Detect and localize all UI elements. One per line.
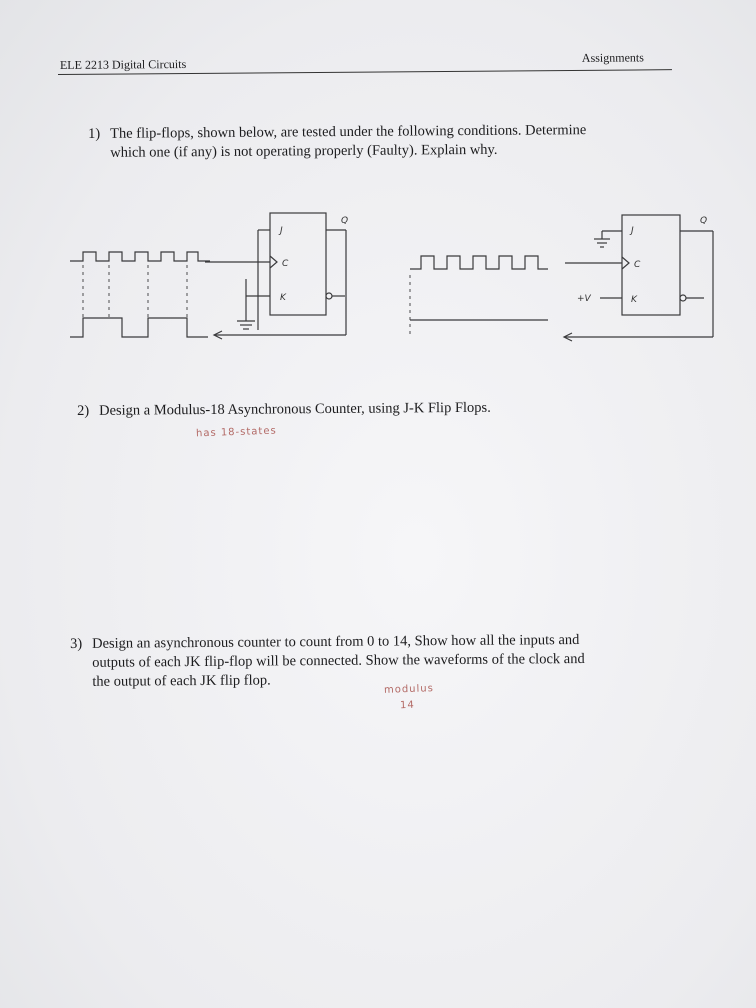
- left-ff-j-label: J: [280, 226, 283, 236]
- handwritten-note-q3-line-2: 14: [399, 699, 415, 712]
- right-ff-c-label: C: [634, 260, 641, 270]
- right-ff-vcc-label: +V: [577, 294, 591, 304]
- left-ff-k-label: K: [280, 293, 286, 303]
- left-jk-flipflop: [270, 213, 326, 315]
- course-title: ELE 2213 Digital Circuits: [59, 56, 187, 72]
- right-ff-k-label: K: [631, 295, 637, 305]
- right-clock-waveform: [410, 256, 548, 269]
- flip-flop-test-figure: [0, 195, 756, 360]
- handwritten-note-q2: has 18-states: [195, 425, 277, 440]
- question-2-line-1: Design a Modulus-18 Asynchronous Counter, using J-K Flip Flops.: [99, 399, 491, 419]
- left-clock-waveform: [70, 252, 210, 261]
- section-title: Assignments: [581, 50, 644, 65]
- question-1-number: 1): [88, 125, 101, 142]
- right-ff-j-label: J: [631, 226, 634, 236]
- left-ff-q-label: Q: [341, 216, 349, 226]
- question-3-line-1: Design an asynchronous counter to count from 0 to 14, Show how all the inputs and: [92, 632, 580, 652]
- left-ff-c-label: C: [282, 259, 289, 269]
- question-1-line-1: The flip-flops, shown below, are tested under the following conditions. Determine: [110, 122, 587, 142]
- question-2-number: 2): [77, 402, 90, 419]
- left-output-waveform: [70, 318, 208, 337]
- question-3-line-3: the output of each JK flip flop.: [92, 672, 271, 690]
- handwritten-note-q3-line-1: modulus: [383, 683, 435, 696]
- question-3-line-2: outputs of each JK flip-flop will be connected. Show the waveforms of the clock and: [92, 650, 585, 671]
- right-ff-q-label: Q: [700, 216, 708, 226]
- question-3-number: 3): [70, 635, 83, 652]
- question-1-line-2: which one (if any) is not operating properly (Faulty). Explain why.: [110, 141, 498, 161]
- page-header: [58, 50, 672, 75]
